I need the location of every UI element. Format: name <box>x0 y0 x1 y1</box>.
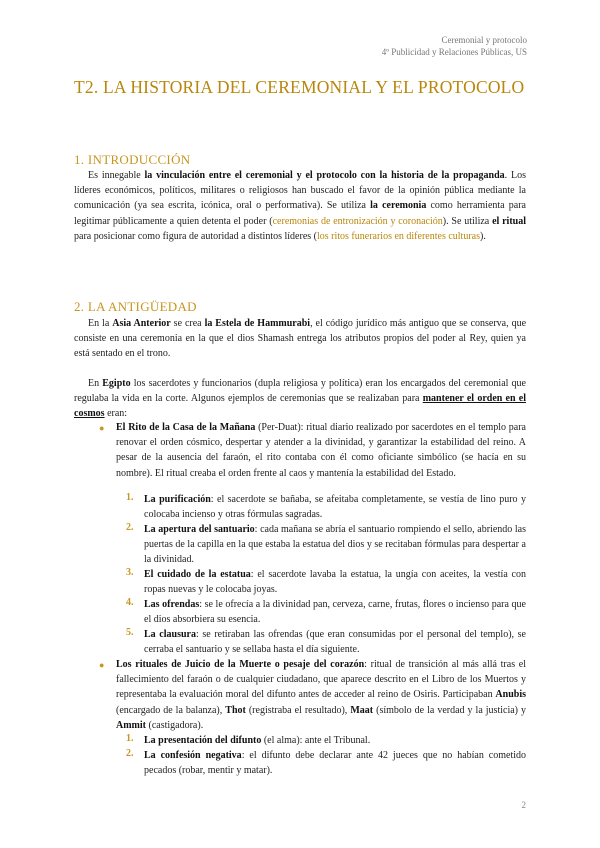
list-number: 3. <box>126 567 134 578</box>
list-number: 1. <box>126 492 134 503</box>
header-course: Ceremonial y protocolo <box>441 35 527 45</box>
link-ceremonias[interactable]: ceremonias de entronización y coronación <box>272 215 443 227</box>
list-number: 1. <box>126 733 134 744</box>
header-degree: 4º Publicidad y Relaciones Públicas, US <box>381 47 527 57</box>
list-item-cuidado: El cuidado de la estatua: el sacerdote lavaba la estatua, la ungía con aceites, la vestía con ropas nuevas y le colocaba joyas. <box>144 569 526 596</box>
bullet-juicio-muerte: Los rituales de Juicio de la Muerte o pesaje del corazón: ritual de transición al más allá tras el fallecimiento del faraón o de cualquier ciudadano, que aparece descrito en el Libro de los Muertos y representaba la evaluación moral del difunto antes de acceder al reino de Osiris. Participaban Anubis (encargado de la balanza), Thot (registraba el resultado), Maat (símbolo de la verdad y la justicia) y Ammit (castigadora). <box>116 659 527 731</box>
list-item-presentacion: La presentación del difunto (el alma): ante el Tribunal. <box>144 735 371 746</box>
list-item-confesion: La confesión negativa: el difunto debe declarar ante 42 jueces que no habían cometido pecados (robar, mentir y matar). <box>144 750 527 777</box>
paragraph-asia-anterior: En la Asia Anterior se crea la Estela de Hammurabi, el código jurídico más antiguo que se conserva, que consiste en una ceremonia en la que el dios Shamash entrega los atributos propios del poder al Rey, quien ya está sentado en el trono. <box>74 318 527 360</box>
bullet-marker: ● <box>99 660 105 670</box>
list-number: 2. <box>126 522 134 533</box>
list-item-apertura: La apertura del santuario: cada mañana se abría el santuario rompiendo el sello, abriendo las puertas de la capilla en la que estaba la estatua del dios y se recitaban fórmulas para despertar a la divinidad. <box>144 524 526 566</box>
section-heading-introduccion: 1. INTRODUCCIÓN <box>74 152 191 167</box>
intro-paragraph: Es innegable la vinculación entre el ceremonial y el protocolo con la historia de la propaganda. Los líderes económicos, políticos, militares o religiosos han buscado el favor de la opinión pública mediante la comunicación (ya sea escrita, icónica, oral o performativa). Se utiliza la ceremonia como herramienta para legitimar públicamente a quien detenta el poder (ceremonias de entronización y coronación). Se utiliza el ritual para posicionar como figura de autoridad a distintos líderes (los ritos funerarios en diferentes culturas). <box>74 170 526 242</box>
list-item-ofrendas: Las ofrendas: se le ofrecía a la divinidad pan, cerveza, carne, frutas, flores o incienso para que el dios absorbiera su esencia. <box>144 599 526 626</box>
list-number: 2. <box>126 748 134 759</box>
list-item-purificacion: La purificación: el sacerdote se bañaba, se afeitaba completamente, se vestía de lino puro y colocaba incienso y otras fórmulas sagradas. <box>144 494 526 521</box>
list-number: 4. <box>126 597 134 608</box>
paragraph-egipto: En Egipto los sacerdotes y funcionarios (dupla religiosa y política) eran los encargados del ceremonial que regulaba la vida en la corte. Algunos ejemplos de ceremonias que se realizaban para mantener el orden en el cosmos eran: <box>74 378 526 420</box>
page-number: 2 <box>521 800 526 810</box>
section-heading-antiguedad: 2. LA ANTIGÜEDAD <box>74 299 197 314</box>
bullet-casa-manana: El Rito de la Casa de la Mañana (Per-Duat): ritual diario realizado por sacerdotes en el templo para renovar el orden cósmico, despertar y atender a la divinidad, y garantizar la estabilidad del reino. A pesar de la ausencia del faraón, el rito contaba con él como oficiante simbólico (se hacía en su nombre). El ritual creaba el orden frente al caos y mantenía la estabilidad del Estado. <box>116 422 526 479</box>
list-number: 5. <box>126 627 134 638</box>
page-header <box>382 34 527 58</box>
list-item-clausura: La clausura: se retiraban las ofrendas (que eran consumidas por el personal del templo), se cerraba el santuario y se sellaba hasta el día siguiente. <box>144 629 526 656</box>
bullet-marker: ● <box>99 423 105 433</box>
link-ritos-funerarios[interactable]: los ritos funerarios en diferentes culturas <box>316 230 480 242</box>
page-title: T2. LA HISTORIA DEL CEREMONIAL Y EL PROTOCOLO <box>74 77 525 97</box>
